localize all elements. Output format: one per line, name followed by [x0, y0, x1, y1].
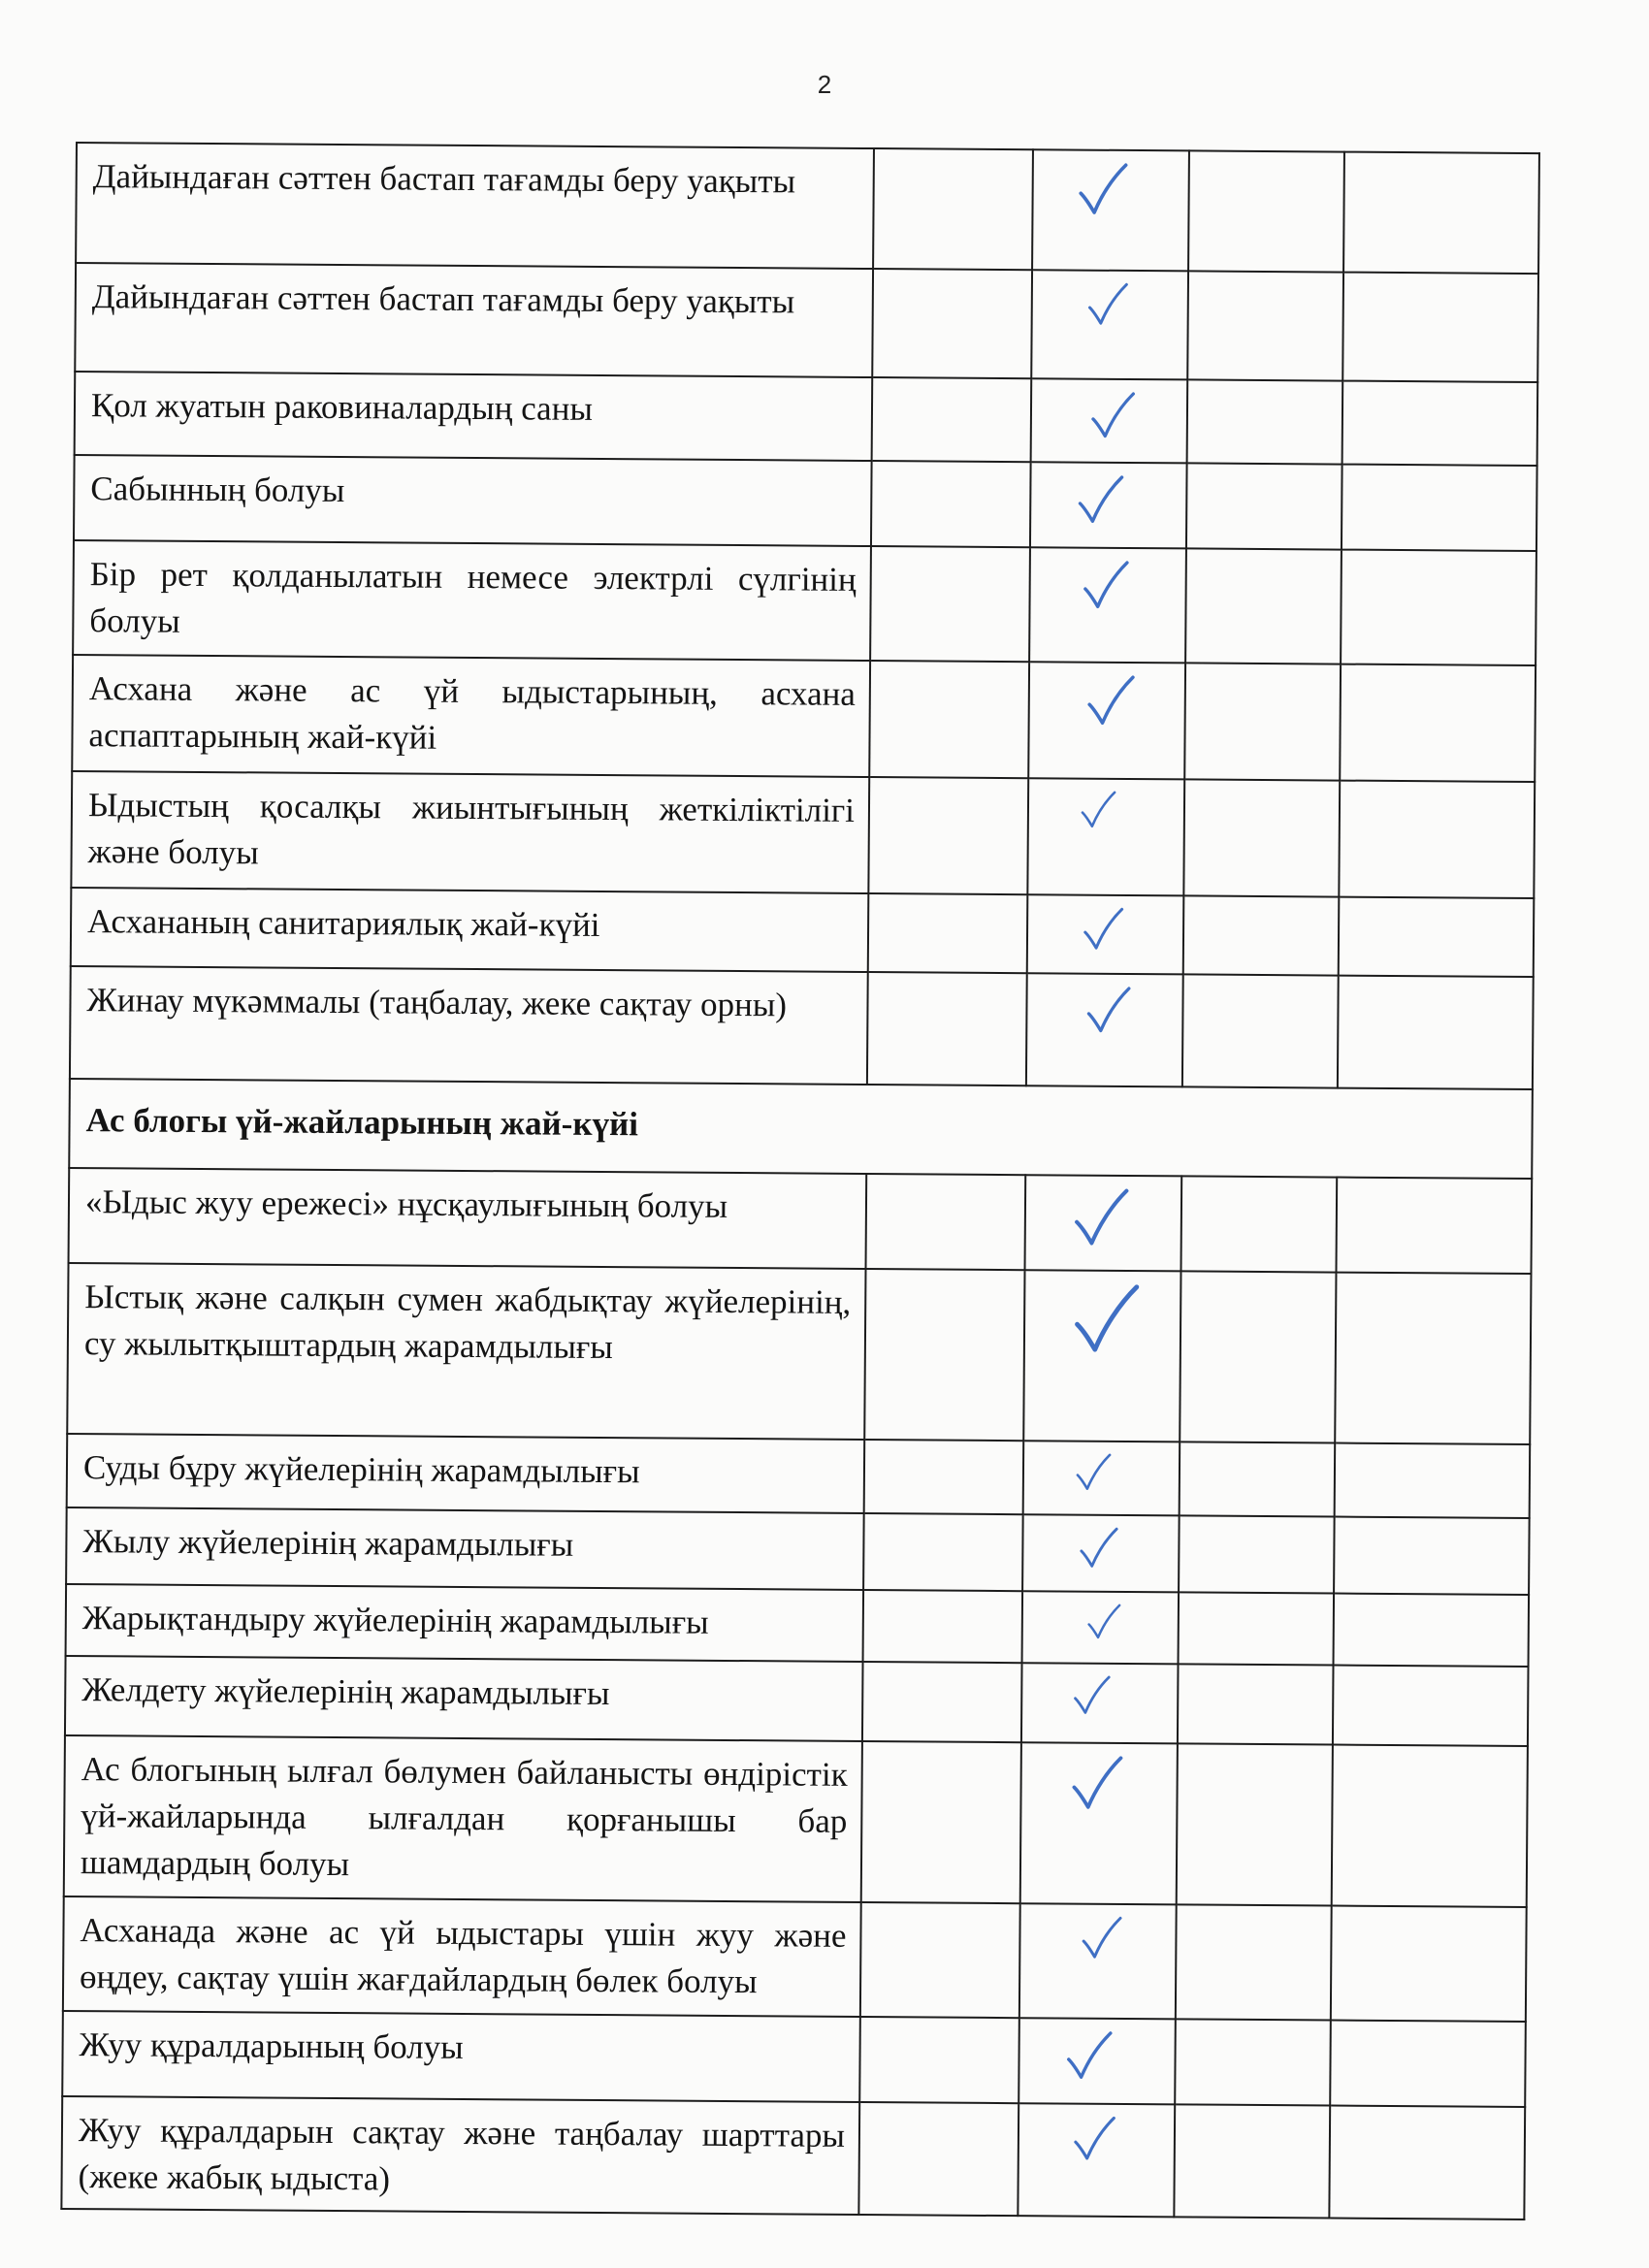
mark-cell-2	[1021, 1663, 1179, 1743]
checklist-rows	[61, 143, 1539, 2219]
handwritten-check-icon	[1083, 985, 1132, 1049]
handwritten-check-icon	[1080, 906, 1124, 965]
checklist-row	[72, 655, 1536, 782]
mark-cell-1	[866, 1174, 1026, 1270]
handwritten-check-icon	[1075, 473, 1125, 539]
handwritten-check-icon	[1071, 1674, 1112, 1730]
mark-cell-4	[1342, 273, 1538, 382]
mark-cell-2	[1027, 778, 1184, 895]
mark-cell-3	[1176, 1904, 1332, 2020]
mark-cell-2	[1022, 1514, 1180, 1592]
handwritten-check-icon	[1084, 281, 1129, 340]
mark-cell-2	[1028, 662, 1185, 779]
mark-cell-1	[860, 1902, 1020, 2018]
checklist-row	[64, 1735, 1528, 1907]
mark-cell-2	[1023, 1441, 1180, 1515]
mark-cell-3	[1180, 1442, 1336, 1516]
mark-cell-3	[1182, 974, 1339, 1087]
checklist-row	[73, 540, 1536, 665]
criterion-text: Сабынның болуы	[74, 455, 872, 546]
mark-cell-1	[868, 777, 1028, 894]
page-number: 2	[817, 70, 832, 99]
criterion-text: Ыдыстың қосалқы жиынтығының жеткіліктілігі және болуы	[71, 771, 869, 893]
mark-cell-3	[1186, 463, 1342, 549]
mark-cell-1	[862, 1662, 1022, 1742]
handwritten-check-icon	[1080, 559, 1130, 625]
mark-cell-1	[864, 1269, 1024, 1441]
criterion-text: Желдету жүйелерінің жарамдылығы	[65, 1656, 863, 1741]
mark-cell-2	[1031, 378, 1188, 463]
checklist-row	[70, 966, 1534, 1089]
mark-cell-3	[1178, 1664, 1334, 1744]
handwritten-check-icon	[1069, 1281, 1142, 1371]
handwritten-check-icon	[1084, 1603, 1121, 1654]
criterion-text: Жылу жүйелерінің жарамдылығы	[66, 1507, 864, 1590]
mark-cell-1	[863, 1590, 1023, 1663]
mark-cell-3	[1180, 1176, 1337, 1272]
mark-cell-2	[1027, 894, 1184, 974]
mark-cell-3	[1188, 150, 1344, 272]
checklist-row	[65, 1656, 1529, 1746]
handwritten-check-icon	[1070, 1186, 1131, 1262]
mark-cell-3	[1180, 1271, 1336, 1442]
mark-cell-3	[1179, 1592, 1335, 1665]
mark-cell-4	[1338, 976, 1534, 1089]
criterion-text: Суды бұру жүйелерінің жарамдылығы	[67, 1434, 865, 1513]
handwritten-check-icon	[1079, 1915, 1123, 1974]
mark-cell-3	[1175, 2019, 1331, 2105]
mark-cell-1	[864, 1440, 1024, 1514]
handwritten-check-icon	[1070, 2115, 1116, 2176]
mark-cell-3	[1174, 2104, 1330, 2218]
mark-cell-3	[1177, 1743, 1333, 1905]
criterion-text: Дайындаған сәттен бастап тағамды беру уақыты	[76, 143, 874, 269]
mark-cell-2	[1024, 1175, 1181, 1271]
mark-cell-1	[869, 661, 1029, 778]
mark-cell-4	[1329, 2106, 1525, 2219]
criterion-text: Асханада және ас үй ыдыстары үшін жуу және өңдеу, сақтау үшін жағдайлардың бөлек болуы	[63, 1896, 861, 2017]
handwritten-check-icon	[1083, 673, 1137, 741]
mark-cell-4	[1330, 2021, 1526, 2107]
mark-cell-3	[1185, 548, 1342, 664]
section-header-row	[69, 1079, 1533, 1179]
mark-cell-1	[871, 461, 1031, 547]
checklist-row	[76, 143, 1539, 274]
checklist-row	[75, 372, 1538, 466]
handwritten-check-icon	[1075, 161, 1130, 231]
mark-cell-4	[1343, 152, 1539, 274]
checklist-row	[74, 455, 1537, 551]
mark-cell-2	[1026, 973, 1183, 1086]
mark-cell-3	[1187, 379, 1343, 464]
mark-cell-2	[1029, 547, 1186, 663]
criterion-text: Асхананың санитариялық жай-күйі	[71, 888, 869, 972]
mark-cell-1	[872, 269, 1032, 378]
mark-cell-4	[1336, 1178, 1532, 1274]
mark-cell-1	[858, 2102, 1018, 2216]
mark-cell-1	[861, 1741, 1021, 1903]
mark-cell-2	[1032, 149, 1189, 271]
criterion-text: Жинау мүкәммалы (таңбалау, жеке сақтау орны)	[70, 966, 868, 1085]
criterion-text: Асхана және ас үй ыдыстарының, асхана аспаптарының жай-күйі	[72, 655, 870, 777]
criterion-text: Ыстық және салқын сумен жабдықтау жүйелерінің, су жылытқыштардың жарамдылығы	[67, 1263, 865, 1440]
criterion-text: Қол жуатын раковиналардың саны	[75, 372, 873, 461]
criterion-text: Ас блогының ылғал бөлумен байланысты өндірістік үй-жайларында ылғалдан қорғанышы бар шамдардың болуы	[64, 1735, 862, 1902]
mark-cell-2	[1030, 462, 1187, 548]
checklist-sheet	[60, 142, 1538, 2220]
checklist-row	[62, 2011, 1526, 2107]
mark-cell-1	[868, 893, 1028, 973]
mark-cell-1	[870, 546, 1030, 662]
handwritten-check-icon	[1068, 1754, 1125, 1826]
mark-cell-3	[1183, 779, 1340, 896]
mark-cell-4	[1333, 1666, 1529, 1746]
handwritten-check-icon	[1078, 790, 1116, 843]
checklist-row	[75, 263, 1538, 382]
checklist-row	[66, 1507, 1530, 1595]
mark-cell-4	[1331, 1906, 1527, 2022]
mark-cell-2	[1018, 2103, 1175, 2217]
mark-cell-1	[859, 2017, 1019, 2103]
mark-cell-2	[1031, 270, 1188, 379]
criterion-text: Дайындаған сәттен бастап тағамды беру уақыты	[75, 263, 873, 377]
mark-cell-2	[1019, 1903, 1177, 2019]
mark-cell-3	[1187, 271, 1343, 380]
criterion-text: Бір рет қолданылатын немесе электрлі сүлгінің болуы	[73, 540, 871, 661]
mark-cell-4	[1341, 550, 1536, 665]
handwritten-check-icon	[1073, 1452, 1112, 1506]
mark-cell-2	[1020, 1742, 1178, 1904]
mark-cell-4	[1342, 381, 1538, 466]
mark-cell-4	[1335, 1273, 1531, 1444]
checklist-row	[71, 771, 1535, 898]
mark-cell-1	[867, 972, 1027, 1085]
mark-cell-4	[1342, 465, 1537, 551]
mark-cell-4	[1340, 664, 1536, 782]
mark-cell-1	[863, 1513, 1023, 1591]
mark-cell-4	[1334, 1517, 1530, 1595]
handwritten-check-icon	[1077, 1526, 1119, 1583]
checklist-row	[61, 2096, 1525, 2219]
mark-cell-4	[1339, 781, 1535, 898]
mark-cell-3	[1179, 1515, 1335, 1593]
mark-cell-2	[1022, 1591, 1180, 1664]
mark-cell-4	[1335, 1443, 1531, 1518]
criterion-text: Жуу құралдарының болуы	[62, 2011, 860, 2102]
inspection-checklist-table	[60, 142, 1540, 2220]
checklist-row	[69, 1168, 1533, 1274]
checklist-row	[67, 1263, 1531, 1444]
mark-cell-2	[1023, 1270, 1180, 1442]
checklist-row	[66, 1584, 1530, 1667]
criterion-text: «Ыдыс жуу ережесі» нұсқаулығының болуы	[69, 1168, 867, 1269]
mark-cell-1	[873, 148, 1033, 270]
handwritten-check-icon	[1063, 2029, 1114, 2095]
section-title: Ас блогы үй-жайларының жай-күйі	[69, 1079, 1533, 1179]
checklist-row	[71, 888, 1535, 977]
checklist-row	[67, 1434, 1531, 1518]
mark-cell-4	[1334, 1594, 1530, 1667]
mark-cell-3	[1183, 895, 1340, 975]
handwritten-check-icon	[1087, 390, 1136, 454]
mark-cell-4	[1332, 1745, 1528, 1907]
checklist-row	[63, 1896, 1527, 2022]
mark-cell-4	[1339, 897, 1535, 977]
criterion-text: Жуу құралдарын сақтау және таңбалау шарттары (жеке жабық ыдыста)	[61, 2096, 859, 2215]
mark-cell-3	[1184, 663, 1341, 780]
mark-cell-2	[1018, 2018, 1176, 2104]
mark-cell-1	[872, 377, 1032, 462]
criterion-text: Жарықтандыру жүйелерінің жарамдылығы	[66, 1584, 864, 1662]
